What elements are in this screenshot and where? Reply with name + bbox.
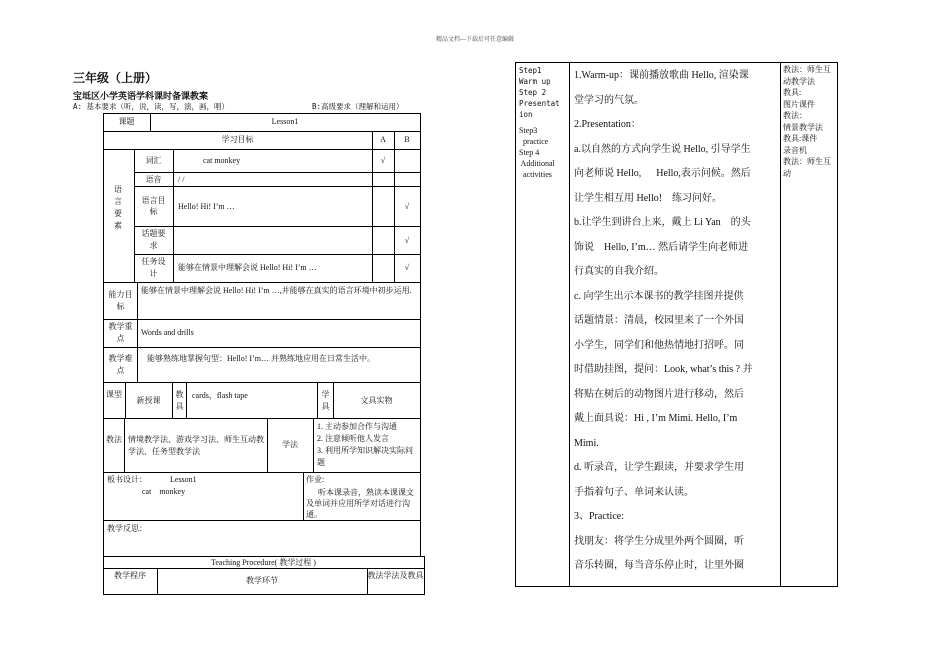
topic-label: 课题 [118, 117, 135, 126]
learning-tools-label: 学具 [321, 390, 330, 411]
content-line: 话题情景：清晨，校园里来了一个外国 [574, 315, 744, 326]
sentence-value: Hello! Hi! I’m … [178, 202, 235, 211]
content-line: 3、Practice: [574, 511, 624, 522]
content-line: 小学生，同学们和他热情地打招呼。同 [574, 339, 744, 351]
col-b-header: B [404, 135, 410, 144]
procedure-title: Teaching Procedure( 教学过程 ) [211, 558, 316, 567]
procedure-col-steps: 教学环节 [246, 576, 278, 585]
method-value: 情境教学法、游戏学习法、师生互动教学法、任务型教学法 [128, 435, 264, 456]
content-line: 手指着句子、单词来认读。 [574, 486, 694, 498]
methods-notes: 教法：师生互动教学法 教具: 图片课件 教法： 情景教学法 教具:课件 录音机 教法：师生互动 [783, 65, 831, 178]
task-label: 任务设计 [141, 257, 166, 278]
topic-req-check: √ [404, 236, 410, 245]
content-line: 行真实的自我介绍。 [574, 266, 664, 277]
board-label: 板书设计： [107, 475, 147, 484]
steps-column-2: Step3 practice Step 4 Additional activities [519, 126, 555, 179]
sentence-label: 语言目标 [141, 196, 166, 216]
content-line: 向老师说 Hello, Hello,表示问候。然后 [574, 168, 751, 179]
task-check: √ [404, 263, 410, 272]
task-value: 能够在情景中理解会说 Hello! Hi! I’m … [178, 263, 317, 272]
reflection-label: 教学反思： [107, 524, 147, 533]
procedure-col-program: 教学程序 [114, 571, 146, 580]
content-line: 音乐转圈，每当音乐停止时，让里外圈 [574, 560, 744, 571]
vocab-check: √ [380, 156, 386, 165]
difficulty-label: 教学难点 [108, 354, 133, 375]
grade-title: 三年级（上册） [73, 71, 158, 85]
goal-label: 学习目标 [221, 135, 254, 144]
content-line: 1.Warm-up：课前播放歌曲 Hello, 渲染课 [574, 70, 749, 81]
learning-tools-value: 文具实物 [360, 396, 393, 405]
content-line: c. 向学生出示本课书的教学挂图并提供 [574, 290, 744, 302]
board-line2: cat monkey [142, 487, 186, 496]
type-value: 新授课 [136, 396, 161, 405]
ability-value: 能够在情景中理解会说 Hello! Hi! I’m …,并能够在真实的语言环境中初步运用. [141, 286, 412, 295]
homework-value: 听本课录音，熟读本课课文及单词并应用所学对话进行沟通。 [306, 488, 414, 519]
content-line: 将贴在树后的动物图片进行移动，然后 [574, 388, 744, 400]
learn-method-value: 1. 主动参加合作与沟通 2. 注意倾听他人发言 3. 利用所学知识解决实际问题 [317, 422, 413, 467]
vocab-label: 词汇 [145, 156, 162, 165]
content-line: 让学生相互用 Hello! 练习问好。 [574, 192, 723, 204]
difficulty-value: 能够熟练地掌握句型：Hello! I’m… 并熟练地应用在日常生活中。 [147, 354, 375, 363]
content-line: a.以自然的方式向学生说 Hello, 引导学生 [574, 143, 751, 155]
focus-label: 教学重点 [108, 322, 133, 343]
topic-req-label: 话题要求 [141, 229, 166, 250]
content-line: 2.Presentation： [574, 119, 641, 130]
requirement-b: B:高级要求（理解和运用） [312, 102, 404, 111]
topic-value: Lesson1 [271, 117, 299, 126]
language-goal-label: 语言要素 [114, 185, 122, 230]
sentence-check: √ [404, 202, 410, 211]
phonetics-label: 语音 [145, 175, 162, 184]
tools-value: cards，flash tape [192, 391, 248, 400]
board-line1: Lesson1 [170, 475, 197, 484]
tools-label: 教具 [175, 390, 184, 411]
page-watermark: 精品文档---下载后可任意编辑 [436, 37, 514, 43]
procedure-content [574, 64, 779, 579]
content-line: 堂学习的气氛。 [574, 94, 644, 106]
content-line: 时借助挂图，提问：Look, what’s this ? 并 [574, 364, 753, 375]
method-label: 教法 [106, 435, 122, 444]
requirement-a: A: 基本要求（听，说，读，写，演，画，唱） [73, 102, 230, 111]
vocab-value: cat monkey [203, 156, 241, 165]
content-line: b.让学生到讲台上来，戴上 Li Yan 的头 [574, 217, 751, 228]
learn-method-label: 学法 [282, 440, 298, 449]
content-line: 戴上面具说：Hi , I’m Mimi. Hello, I’m [574, 413, 738, 424]
type-label: 课型 [106, 390, 122, 399]
col-a-header: A [380, 135, 386, 144]
ability-label: 能力目标 [108, 290, 133, 311]
content-line: d. 听录音，让学生跟读，并要求学生用 [574, 462, 744, 473]
content-line: 找朋友：将学生分成里外两个圆圈，听 [574, 535, 744, 547]
content-line: Mimi. [574, 437, 599, 449]
focus-value: Words and drills [141, 328, 194, 337]
plan-title: 宝坻区小学英语学科课时备课教案 [73, 92, 209, 102]
procedure-col-methods: 教法学法及教具 [367, 571, 424, 580]
content-line: 饰说 Hello, I’m… 然后请学生向老师进 [574, 241, 749, 253]
steps-column: Step1 Warm up Step 2 Presentat ion [519, 66, 560, 119]
phonetics-value: / / [178, 175, 185, 184]
homework-label: 作业: [306, 475, 325, 484]
